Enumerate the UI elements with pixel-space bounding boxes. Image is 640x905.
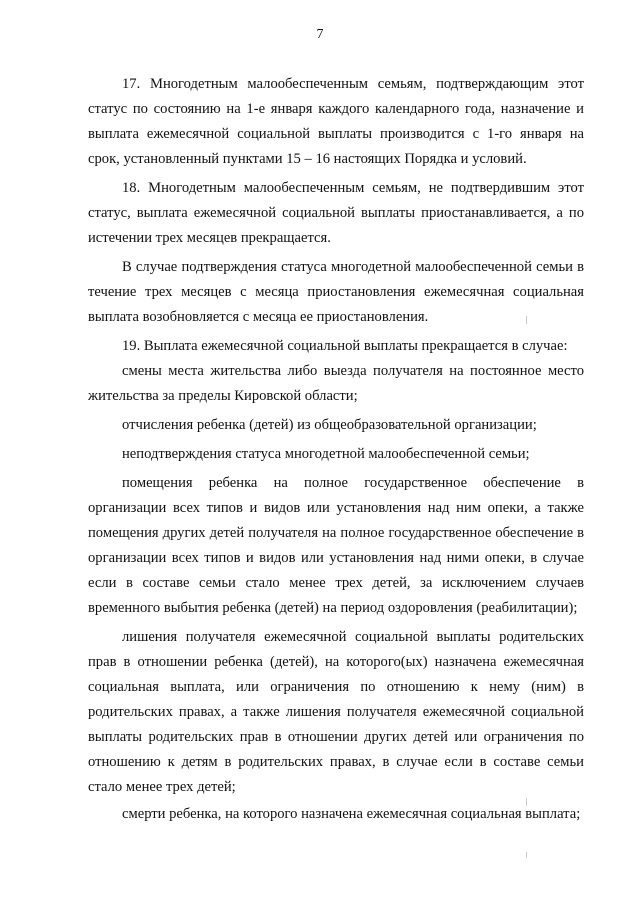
- list-item-expulsion: отчисления ребенка (детей) из общеобразовательной организации;: [122, 417, 537, 433]
- document-body: [88, 72, 584, 827]
- paragraph-17: 17. Многодетным малообеспеченным семьям, подтверждающим этот статус по состоянию на 1-е января каждого календарного года, назначение и выплата ежемесячной социальной выплаты производится с 1-го января на срок, установленный пунктами 15 – 16 настоящих Порядка и условий.: [88, 76, 584, 167]
- list-item-status-not-confirmed: неподтверждения статуса многодетной малообеспеченной семьи;: [122, 446, 530, 462]
- scan-artifact-mark: [526, 852, 527, 858]
- page-number: 7: [316, 27, 324, 42]
- list-item-parental-rights: лишения получателя ежемесячной социальной выплаты родительских прав в отношении ребенка (детей), на которого(ых) назначена ежемесячная социальная выплата, или ограничения по отношению к нему (ним) в родительских правах, а также лишения получателя ежемесячной социальной выплаты родительских прав в отношении других детей или ограничения по отношению к детям в родительских правах, в случае если в составе семьи стало менее трех детей;: [88, 629, 584, 795]
- list-item-child-death: смерти ребенка, на которого назначена ежемесячная социальная выплата;: [122, 806, 581, 822]
- list-item-state-care: помещения ребенка на полное государственное обеспечение в организации всех типов и видов или установления над ним опеки, а также помещения других детей получателя на полное государственное обеспечение в организации всех типов и видов или установления над ними опеки, в случае если в составе семьи стало менее трех детей, за исключением случаев временного выбытия ребенка (детей) на период оздоровления (реабилитации);: [88, 475, 584, 616]
- scan-artifact-mark: [526, 316, 527, 324]
- paragraph-status-renewal: В случае подтверждения статуса многодетной малообеспеченной семьи в течение трех месяцев с месяца приостановления ежемесячная социальная выплата возобновляется с месяца ее приостановления.: [88, 259, 584, 325]
- paragraph-19: 19. Выплата ежемесячной социальной выплаты прекращается в случае:: [122, 338, 568, 354]
- list-item-residence-change: смены места жительства либо выезда получателя на постоянное место жительства за пределы Кировской области;: [88, 363, 584, 404]
- paragraph-18: 18. Многодетным малообеспеченным семьям, не подтвердившим этот статус, выплата ежемесячной социальной выплаты приостанавливается, а по истечении трех месяцев прекращается.: [88, 180, 584, 246]
- scan-artifact-mark: [526, 798, 527, 806]
